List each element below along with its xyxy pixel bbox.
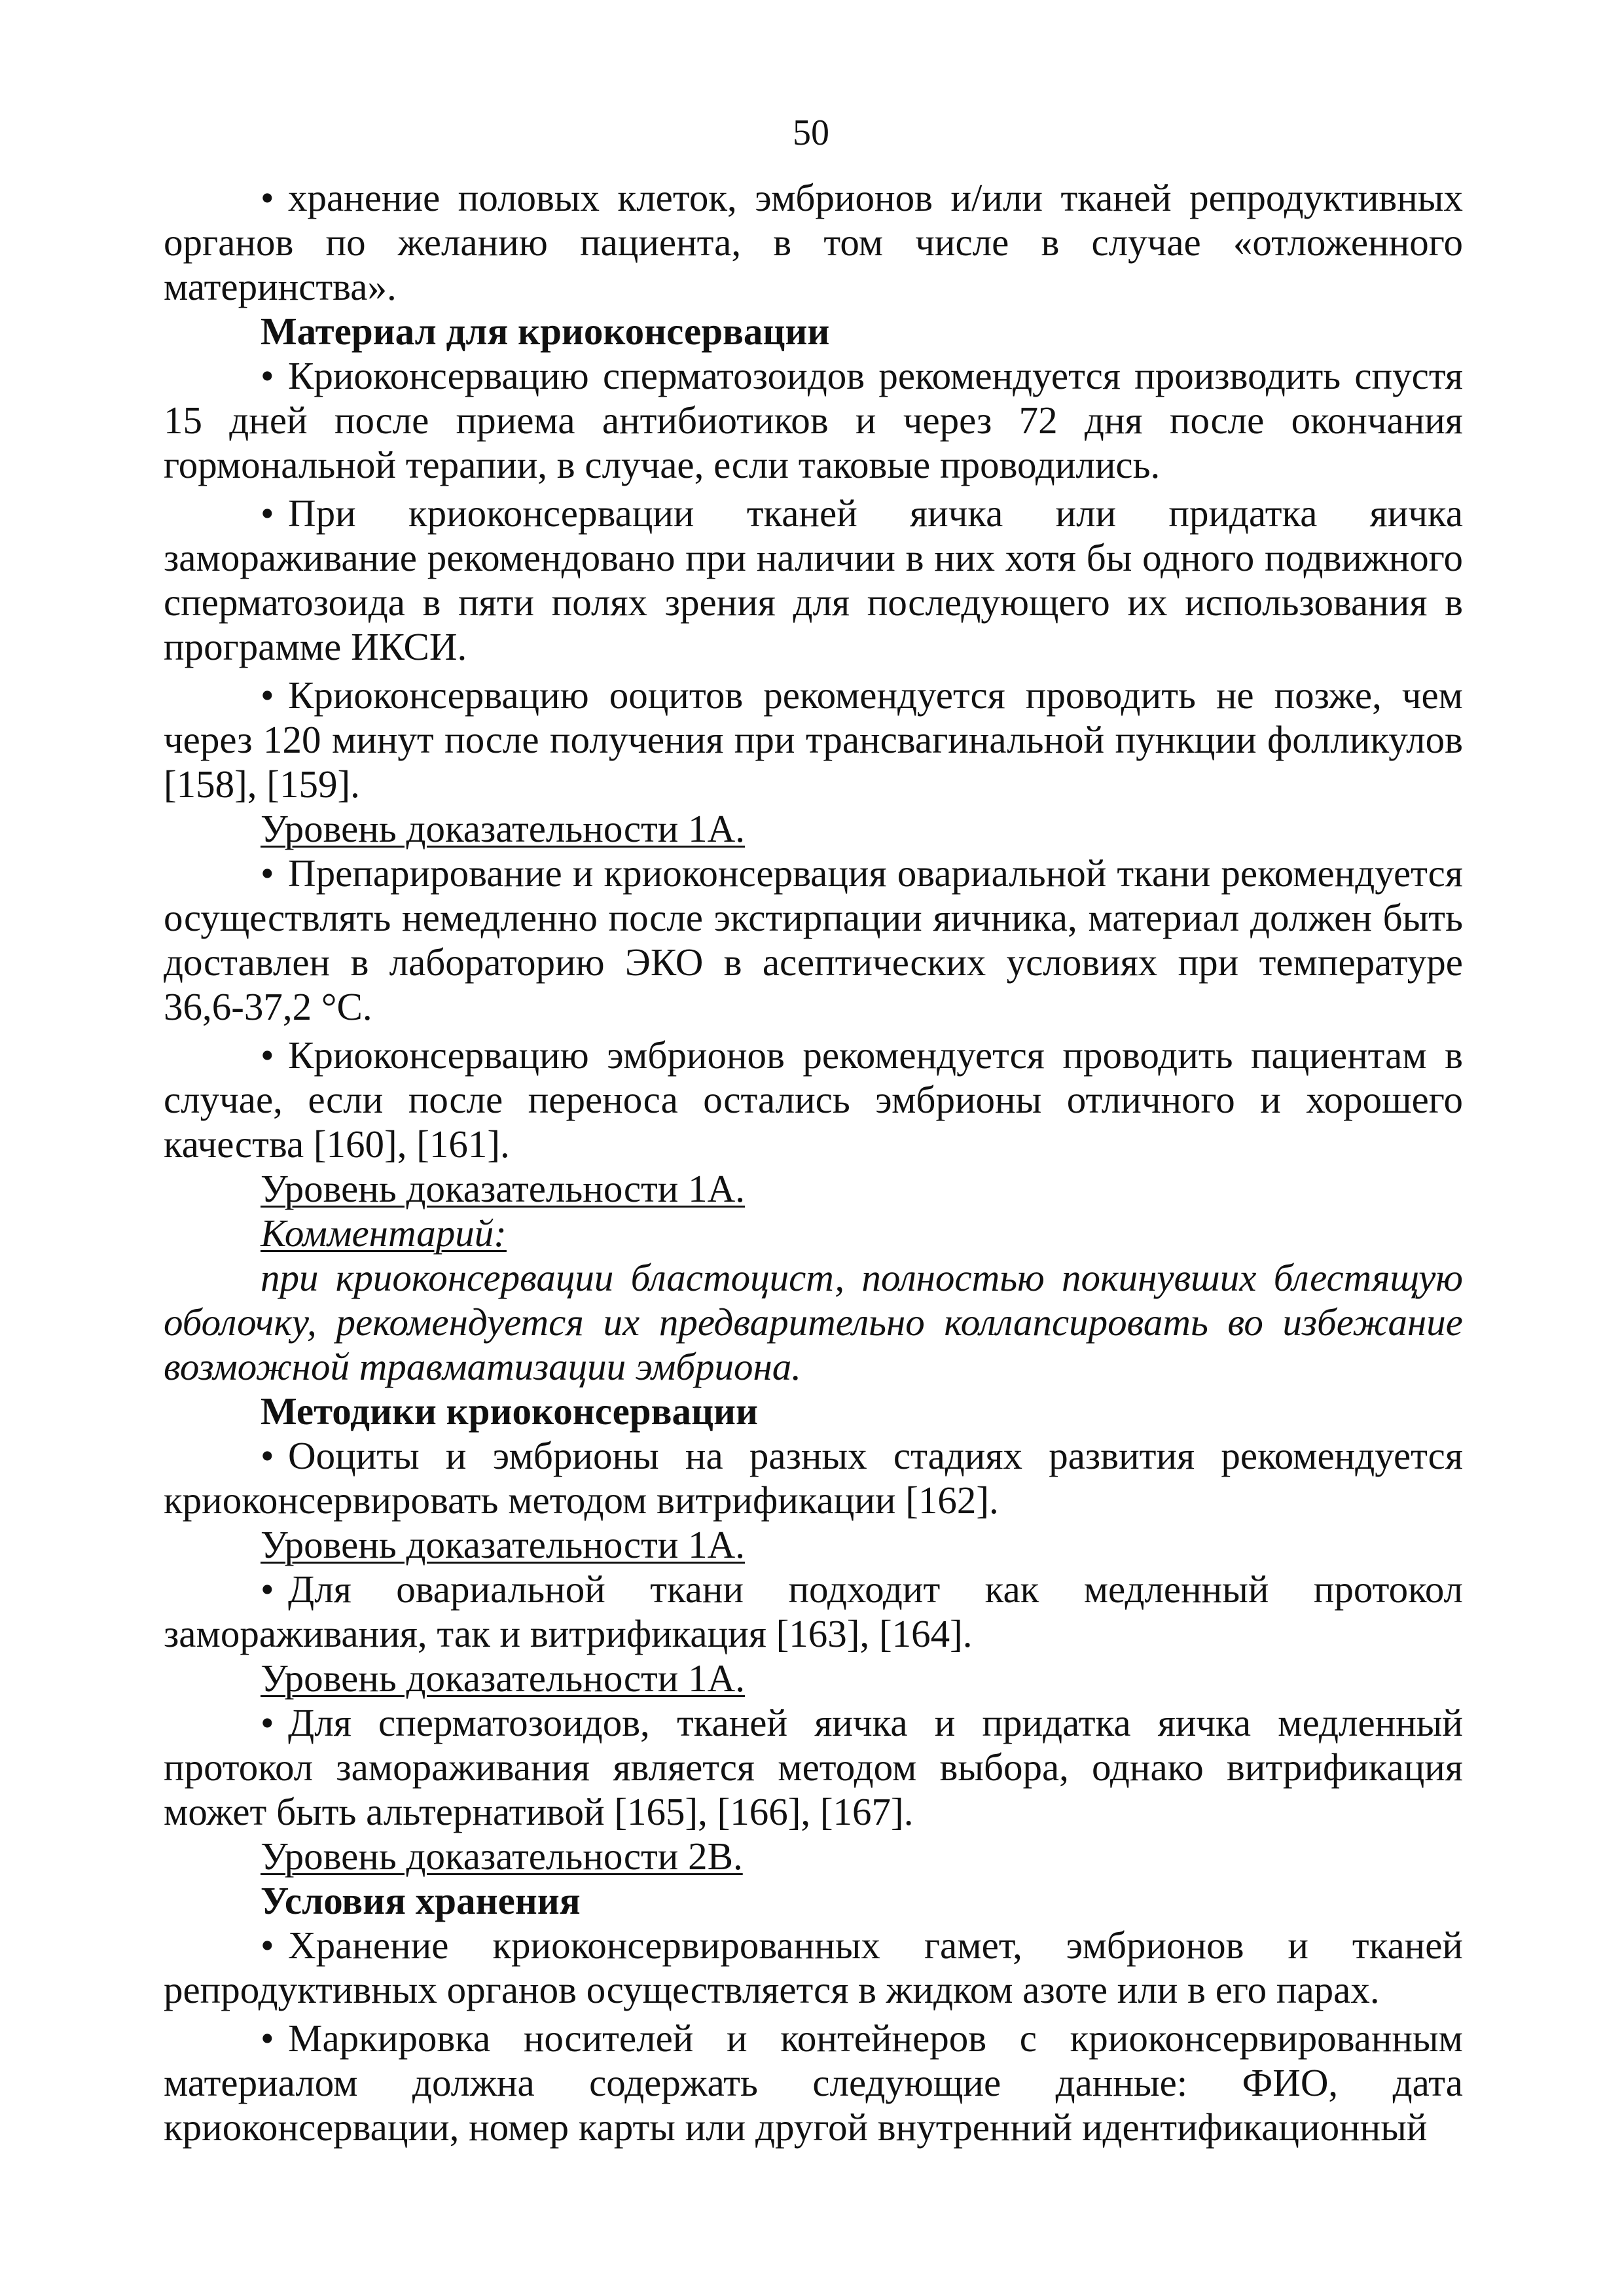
bullet-icon: • [261,1568,274,1611]
bullet-paragraph: • Маркировка носителей и контейнеров с криоконсервированным материалом должна содержать следующие данные: ФИО, дата криоконсервации, номер карты или другой внутренний идентификационный [164,2017,1463,2149]
bullet-paragraph: • Криоконсервацию эмбрионов рекомендуется проводить пациентам в случае, если после переноса остались эмбрионы отличного и хорошего качества [160], [161]. [164,1033,1463,1166]
bullet-paragraph: • Криоконсервацию ооцитов рекомендуется проводить не позже, чем через 120 минут после получения при трансвагинальной пункции фолликулов [158], [159]. [164,673,1463,806]
evidence-level: Уровень доказательности 1А. [261,1657,745,1700]
bullet-icon: • [261,354,274,397]
evidence-level: Уровень доказательности 2В. [261,1835,743,1878]
section-heading: Методики криоконсервации [261,1390,758,1433]
bullet-icon: • [261,176,274,219]
section-heading: Материал для криоконсервации [261,310,830,353]
bullet-icon: • [261,1701,274,1744]
page-content [164,175,1463,2149]
bullet-paragraph: • Для овариальной ткани подходит как медленный протокол замораживания, так и витрификация [163], [164]. [164,1568,1463,1655]
bullet-paragraph: • Криоконсервацию сперматозоидов рекомендуется производить спустя 15 дней после приема антибиотиков и через 72 дня после окончания гормональной терапии, в случае, если таковые проводились. [164,354,1463,486]
bullet-icon: • [261,1434,274,1477]
bullet-paragraph: • Для сперматозоидов, тканей яичка и придатка яичка медленный протокол замораживания является методом выбора, однако витрификация может быть альтернативой [165], [166], [167]. [164,1701,1463,1833]
evidence-level: Уровень доказательности 1А. [261,807,745,850]
bullet-icon: • [261,2017,274,2060]
bullet-paragraph: • Хранение криоконсервированных гамет, эмбрионов и тканей репродуктивных органов осуществляется в жидком азоте или в его парах. [164,1924,1463,2011]
evidence-level: Уровень доказательности 1А. [261,1167,745,1210]
bullet-icon: • [261,492,274,535]
bullet-icon: • [261,1924,274,1967]
bullet-paragraph: • При криоконсервации тканей яичка или придатка яичка замораживание рекомендовано при наличии в них хотя бы одного подвижного сперматозоида в пяти полях зрения для последующего их использования в программе ИКСИ. [164,492,1463,668]
bullet-paragraph: • хранение половых клеток, эмбрионов и/или тканей репродуктивных органов по желанию пациента, в том числе в случае «отложенного материнства». [164,176,1463,308]
evidence-level: Уровень доказательности 1А. [261,1523,745,1566]
bullet-icon: • [261,673,274,717]
bullet-icon: • [261,1033,274,1077]
bullet-icon: • [261,852,274,895]
comment-label: Комментарий: [261,1211,507,1255]
bullet-paragraph: • Препарирование и криоконсервация овариальной ткани рекомендуется осуществлять немедленно после экстирпации яичника, материал должен быть доставлен в лабораторию ЭКО в асептических условиях при температуре 36,6-37,2 °С. [164,852,1463,1028]
comment-text: при криоконсервации бластоцист, полностью покинувших блестящую оболочку, рекомендуется их предварительно коллапсировать во избежание возможной травматизации эмбриона. [164,1256,1463,1388]
page-number: 50 [793,113,829,153]
section-heading: Условия хранения [261,1879,581,1922]
bullet-paragraph: • Ооциты и эмбрионы на разных стадиях развития рекомендуется криоконсервировать методом витрификации [162]. [164,1434,1463,1522]
